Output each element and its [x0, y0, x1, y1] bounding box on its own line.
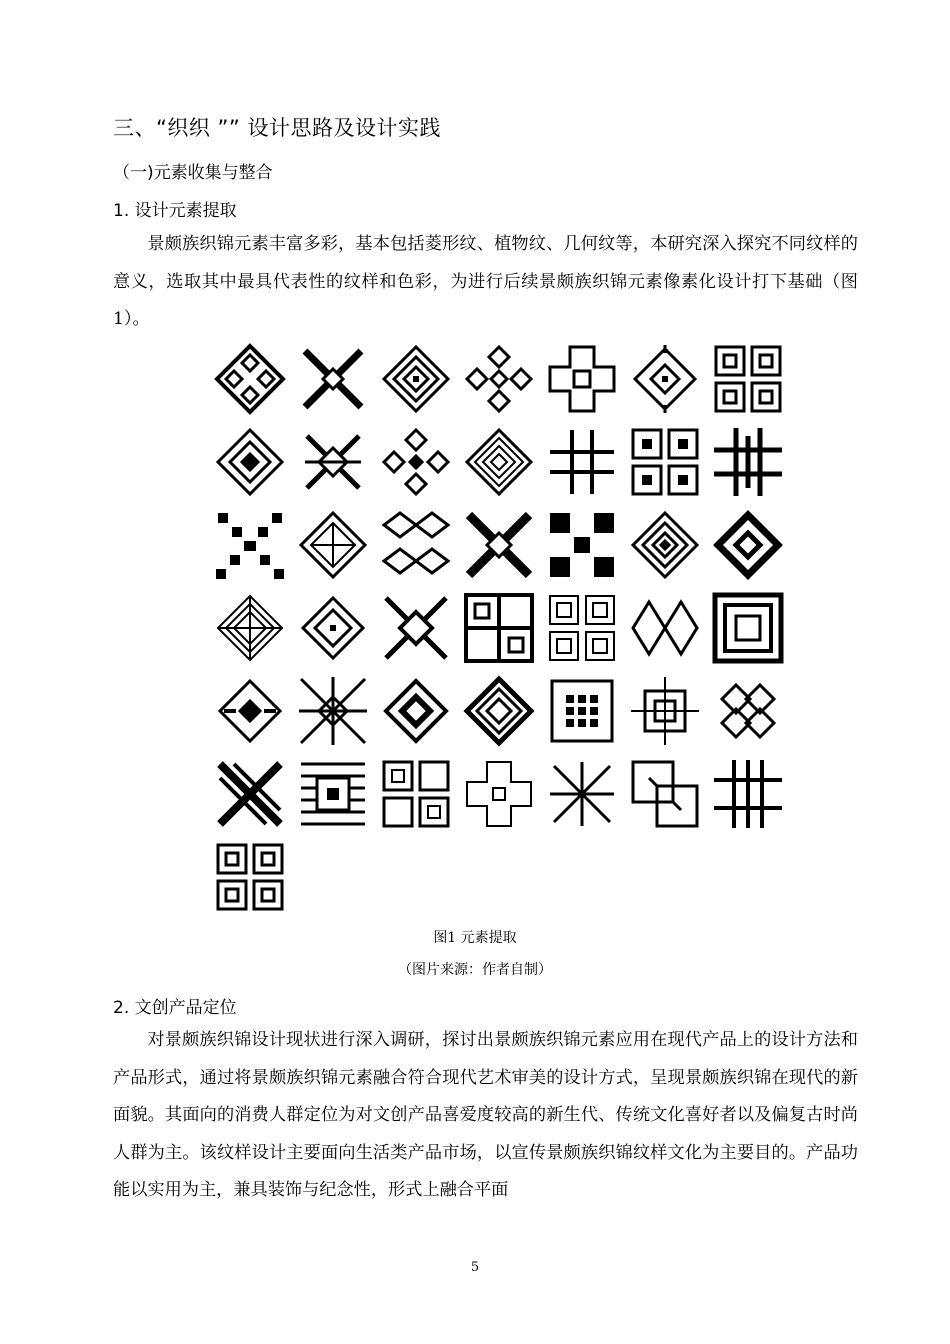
pattern-motif — [297, 675, 369, 747]
pattern-motif — [546, 426, 618, 498]
pattern-motif — [214, 675, 286, 747]
pattern-motif — [380, 758, 452, 830]
pattern-motif-graphic — [712, 426, 784, 498]
pattern-motif-graphic — [712, 509, 784, 581]
pattern-motif — [629, 758, 701, 830]
pattern-motif — [463, 592, 535, 664]
pattern-motif-graphic — [629, 592, 701, 664]
pattern-motif — [546, 758, 618, 830]
pattern-motif — [214, 426, 286, 498]
pattern-motif — [712, 509, 784, 581]
pattern-motif — [214, 509, 286, 581]
subsection-heading-1: 1. 设计元素提取 — [113, 201, 237, 221]
pattern-motif-graphic — [463, 758, 535, 830]
pattern-motif — [546, 343, 618, 415]
pattern-motif-graphic — [712, 592, 784, 664]
pattern-motif — [629, 426, 701, 498]
pattern-motif — [712, 592, 784, 664]
pattern-motif — [712, 758, 784, 830]
pattern-motif — [629, 343, 701, 415]
pattern-motif — [297, 343, 369, 415]
pattern-motif — [463, 758, 535, 830]
pattern-motif — [712, 343, 784, 415]
pattern-motif-graphic — [712, 675, 784, 747]
pattern-figure — [214, 343, 784, 913]
paragraph-2: 对景颇族织锦设计现状进行深入调研，探讨出景颇族织锦元素应用在现代产品上的设计方法和产品形式，通过将景颇族织锦元素融合符合现代艺术审美的设计方式，呈现景颇族织锦在现代的新面貌。其面向的消费人群定位为对文创产品喜爱度较高的新生代、传统文化喜好者以及偏复古时尚人群为主。该纹样设计主要面向生活类产品市场，以宣传景颇族织锦纹样文化为主要目的。产品功能以实用为主，兼具装饰与纪念性，形式上融合平面 — [113, 1030, 858, 1200]
pattern-motif-graphic — [380, 509, 452, 581]
pattern-motif-graphic — [297, 426, 369, 498]
subsection-heading-2: 2. 文创产品定位 — [113, 998, 237, 1018]
pattern-motif-graphic — [297, 592, 369, 664]
section-heading: （一)元素收集与整合 — [113, 163, 273, 183]
pattern-motif-graphic — [546, 675, 618, 747]
pattern-motif-graphic — [214, 343, 286, 415]
pattern-motif — [546, 509, 618, 581]
pattern-motif — [463, 675, 535, 747]
pattern-motif — [380, 509, 452, 581]
pattern-motif — [463, 509, 535, 581]
figure-source: （图片来源：作者自制） — [398, 962, 552, 978]
pattern-motif-graphic — [546, 509, 618, 581]
pattern-motif — [712, 426, 784, 498]
pattern-motif — [380, 426, 452, 498]
pattern-motif — [297, 426, 369, 498]
pattern-motif — [214, 841, 286, 913]
pattern-motif — [463, 426, 535, 498]
pattern-motif — [380, 675, 452, 747]
pattern-motif-graphic — [297, 509, 369, 581]
pattern-motif-graphic — [546, 758, 618, 830]
pattern-motif — [629, 509, 701, 581]
pattern-motif-graphic — [214, 758, 286, 830]
pattern-motif-graphic — [629, 343, 701, 415]
pattern-motif-graphic — [712, 343, 784, 415]
pattern-motif-graphic — [380, 426, 452, 498]
pattern-motif-graphic — [214, 509, 286, 581]
pattern-motif — [380, 592, 452, 664]
pattern-motif-graphic — [297, 675, 369, 747]
pattern-motif-graphic — [546, 592, 618, 664]
pattern-motif — [214, 758, 286, 830]
page-number: 5 — [470, 1260, 480, 1275]
pattern-motif-graphic — [380, 758, 452, 830]
chapter-heading: 三、“织织 ”” 设计思路及设计实践 — [113, 116, 441, 140]
pattern-motif-graphic — [546, 343, 618, 415]
pattern-motif — [380, 343, 452, 415]
pattern-motif — [297, 509, 369, 581]
pattern-motif — [297, 758, 369, 830]
pattern-motif — [546, 592, 618, 664]
pattern-motif-graphic — [712, 758, 784, 830]
pattern-motif-graphic — [629, 675, 701, 747]
pattern-motif — [297, 592, 369, 664]
pattern-motif-graphic — [297, 343, 369, 415]
pattern-motif-graphic — [297, 758, 369, 830]
pattern-motif-graphic — [463, 343, 535, 415]
pattern-motif — [629, 592, 701, 664]
figure-caption: 图1 元素提取 — [433, 930, 517, 946]
pattern-motif-graphic — [629, 426, 701, 498]
pattern-motif-graphic — [380, 343, 452, 415]
pattern-motif — [546, 675, 618, 747]
pattern-motif-graphic — [214, 426, 286, 498]
pattern-motif-graphic — [214, 675, 286, 747]
pattern-motif — [214, 592, 286, 664]
pattern-motif-graphic — [380, 592, 452, 664]
pattern-motif-graphic — [214, 841, 286, 913]
pattern-motif-graphic — [463, 592, 535, 664]
pattern-motif-graphic — [546, 426, 618, 498]
pattern-motif-graphic — [463, 509, 535, 581]
paragraph-1: 景颇族织锦元素丰富多彩，基本包括菱形纹、植物纹、几何纹等，本研究深入探究不同纹样的意义，选取其中最具代表性的纹样和色彩，为进行后续景颇族织锦元素像素化设计打下基础（图 1）。 — [113, 234, 858, 329]
pattern-motif — [712, 675, 784, 747]
pattern-motif-graphic — [629, 758, 701, 830]
pattern-motif-graphic — [629, 509, 701, 581]
pattern-motif-graphic — [214, 592, 286, 664]
pattern-motif — [214, 343, 286, 415]
pattern-motif-graphic — [463, 675, 535, 747]
pattern-motif — [629, 675, 701, 747]
pattern-motif — [463, 343, 535, 415]
pattern-motif-graphic — [463, 426, 535, 498]
pattern-motif-graphic — [380, 675, 452, 747]
